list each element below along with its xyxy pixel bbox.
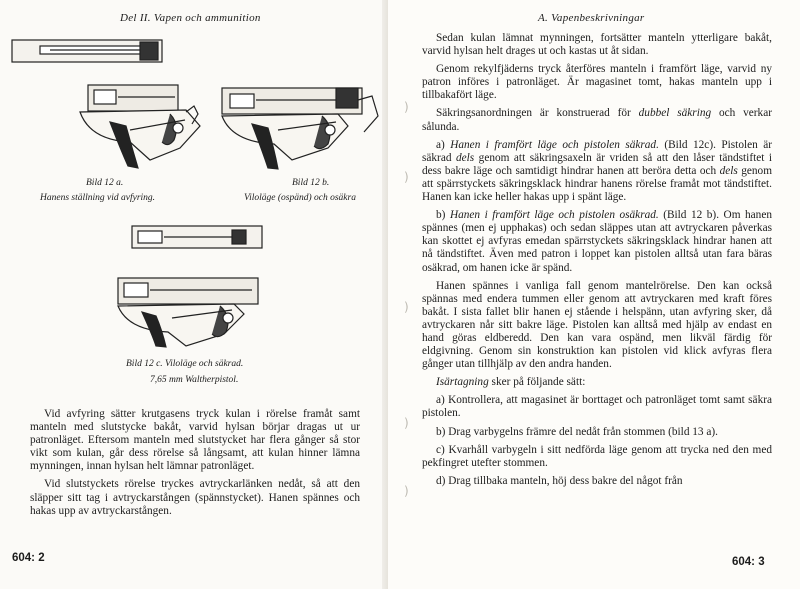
margin-mark: ) [404,300,409,314]
right-paragraph-4: Hanen spännes i vanliga fall genom mantelrörelse. Den kan också spännas med endera tummen eller genom att avtryckaren med kraft föres bakåt. I sista fallet blir hanen ej stående i helspänn, utan avfyring sker, då avtryckaren når sitt bakre läge. Pistolen kan alltså med hjälp av endast en hand göras eldberedd. Den kan vara ospänd, men likväl färdig för eldgivning. Genom sin konstruktion kan pistolen vid klick avfyras flera gånger utan tillhjälp av den andra handen. [422,279,772,371]
right-paragraph-a: a) Hanen i framfört läge och pistolen säkrad. (Bild 12c). Pistolen är säkrad dels genom att säkringsaxeln är vriden så att den låser tändstiftet i dess bakre läge och samtidigt hindrar hanen att beröra detta och dels genom att spärrstyckets säkringsklack hindrar hanens rörelse framåt mot tändstiftet. Hanen kan icke heller hakas upp i spänt läge. [422,138,773,204]
left-page [0,0,388,589]
fig-12a-caption: Hanens ställning vid avfyring. [40,193,156,203]
right-paragraph-3: Säkringsanordningen är konstruerad för dubbel säkring och verkar sålunda. [422,107,772,133]
fig-12c-caption: 7,65 mm Waltherpistol. [150,375,239,385]
right-page [388,0,800,589]
left-paragraph-1: Vid avfyring sätter krutgasens tryck kulan i rörelse framåt samt manteln med slutstycke bakåt, varvid hylsan börjar dragas ut ur patronläget. Eftersom manteln med slutstycket har flera gånger så stor vikt som kulan, går dess rörelse så långsamt, att kulan hinner lämna mynningen, innan hylsan helt lämnar patronläget. [30,408,360,473]
left-body-text [30,408,360,523]
step-b: b) Drag varbygelns främre del nedåt från stommen (bild 13 a). [436,425,719,438]
margin-mark: ) [404,416,409,430]
right-paragraph-1: Sedan kulan lämnat mynningen, fortsätter manteln ytterligare bakåt, varvid hylsan helt drages ut och kastas ut åt sidan. [422,32,772,58]
step-a: a) Kontrollera, att magasinet är borttaget och patronläget tomt samt säkra pistolen. [422,394,772,420]
folio-left: 604: 2 [12,552,45,564]
running-head-right: A. Vapenbeskrivningar [538,12,645,24]
right-paragraph-b: b) Hanen i framfört läge och pistolen osäkrad. (Bild 12 b). Om hanen spännes (men ej upphakas) och sedan släppes utan att avtryckaren påverkas kan skottet ej avfyras emedan spärrstyckets säkringsklack hindrar hanen att nå tändstiftet. Även med patron i loppet kan pistolen alltså utan fara bäras osäkrad, om hanen icke är spänd. [422,209,772,274]
step-c: c) Kvarhåll varbygeln i sitt nedförda läge genom att trycka ned den med pekfingret utefter stommen. [422,443,772,469]
margin-mark: ) [404,100,409,114]
fig-12b-label: Bild 12 b. [292,178,330,188]
right-paragraph-2: Genom rekylfjäderns tryck återföres manteln i framfört läge, varvid ny patron införes i patronläget. Är magasinet tomt, hakas manteln upp i tillbakafört läge. [422,63,772,102]
running-head-left: Del II. Vapen och ammunition [120,12,261,24]
fig-12a-label: Bild 12 a. [86,178,124,188]
left-paragraph-2: Vid slutstyckets rörelse tryckes avtryckarlänken nedåt, så att den släpper sitt tag i avtryckarstången (spännstycket). Hanen spännes och hakas upp av avtryckarstången. [30,478,360,517]
right-paragraph-5: Isärtagning sker på följande sätt: [436,376,586,389]
folio-right: 604: 3 [732,556,765,568]
right-body-text [422,32,772,493]
margin-mark: ) [404,484,409,498]
figure-12a [10,30,210,170]
step-d: d) Drag tillbaka manteln, höj dess bakre del något från [436,474,683,487]
figure-12c [112,220,272,350]
fig-12b-caption: Viloläge (ospänd) och osäkra [244,193,356,203]
margin-mark: ) [404,170,409,184]
figure-12b [218,30,383,170]
fig-12c-label: Bild 12 c. Viloläge och säkrad. [126,359,244,369]
